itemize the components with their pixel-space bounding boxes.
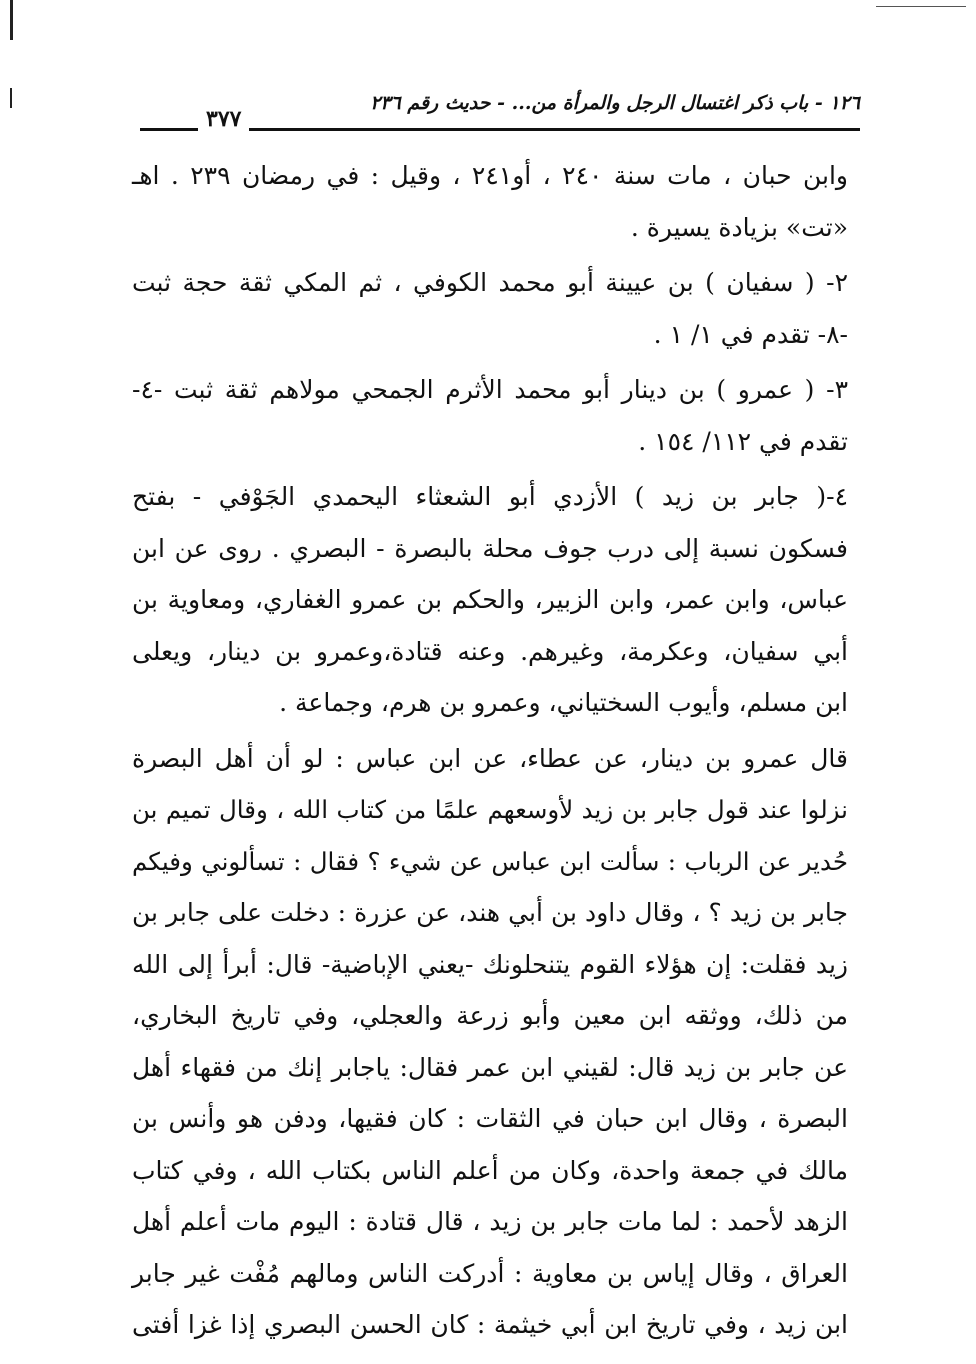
text-line: الزهد لأحمد : لما مات جابر بن زيد ، قال قتادة : اليوم مات أعلم أهل	[132, 1207, 848, 1236]
paragraph-jabir-commentary	[132, 733, 848, 1351]
header-title: ١٢٦ - باب ذكر اغتسال الرجل والمرأة من... - حديث رقم ٢٣٦	[370, 92, 860, 114]
text-line: -٨- تقدم في ١/ ١ .	[653, 319, 848, 349]
text-line: عباس، وابن عمر، وابن الزبير، والحكم بن عمرو الغفاري، ومعاوية بن	[132, 585, 848, 614]
scan-edge-mark	[10, 88, 12, 108]
text-line: عن جابر بن زيد قال: لقيني ابن عمر فقال: ياجابر إنك من فقهاء أهل	[132, 1052, 848, 1082]
paragraph-narrator-amr	[132, 364, 848, 467]
text-line: ابن زيد ، وفي تاريخ ابن أبي خيثمة : كان الحسن البصري إذا غزا أفتى	[132, 1310, 848, 1339]
paragraph-narrator-sufyan	[132, 257, 848, 360]
text-line: ٢- ( سفيان ) بن عيينة أبو محمد الكوفي ، ثم المكي ثقة حجة ثبت	[132, 268, 848, 297]
text-line: تقدم في ١١٢/ ١٥٤ .	[638, 426, 848, 456]
text-line: حُدير عن الرباب : سألت ابن عباس عن شيء ؟ فقال : تسألوني وفيكم	[132, 846, 848, 876]
text-line: من ذلك، ووثقه ابن معين وأبو زرعة والعجلي، وفي تاريخ البخاري،	[132, 1001, 848, 1030]
text-line: فسكون نسبة إلى درب جوف محلة بالبصرة - البصري . روى عن ابن	[132, 533, 848, 563]
text-line: وابن حبان ، مات سنة ٢٤٠ ، أو٢٤١ ، وقيل : في رمضان ٢٣٩ . اهـ	[132, 161, 848, 190]
paragraph-continuation	[132, 150, 848, 253]
text-line: أبي سفيان، وعكرمة، وغيرهم. وعنه قتادة،وعمرو بن دينار، ويعلى	[132, 636, 848, 666]
text-line: ابن مسلم، وأيوب السختياني، وعمرو بن هرم، وجماعة .	[279, 688, 848, 717]
text-line: زيد فقلت: إن هؤلاء القوم يتنحلونك -يعني الإباضية- قال: أبرأ إلى الله	[132, 949, 848, 979]
text-line: البصرة ، وقال ابن حبان في الثقات : كان فقيها، ودفن هو وأنس بن	[132, 1104, 848, 1133]
text-line: ٤-( جابر بن زيد ) الأزدي أبو الشعثاء اليحمدي الجَوْفي - بفتح	[132, 482, 848, 511]
text-line: «تت» بزيادة يسيرة .	[630, 212, 848, 242]
page-number: ٣٧٧	[198, 106, 249, 132]
running-header	[140, 88, 860, 138]
text-line: ٣- ( عمرو ) بن دينار أبو محمد الأثرم الجمحي مولاهم ثقة ثبت -٤-	[132, 375, 848, 404]
text-line: العراق ، وقال إياس بن معاوية : أدركت الناس ومالهم مُفْت غير جابر	[132, 1258, 848, 1288]
text-line: نزلوا عند قول جابر بن زيد لأوسعهم علمًا من كتاب الله ، وقال تميم بن	[132, 795, 848, 824]
scan-edge-mark	[876, 6, 966, 7]
text-line: مالك في جمعة واحدة، وكان من أعلم الناس بكتاب الله ، وفي كتاب	[132, 1155, 848, 1185]
text-line: قال عمرو بن دينار، عن عطاء، عن ابن عباس : لو أن أهل البصرة	[132, 743, 848, 773]
scan-edge-mark	[10, 0, 13, 40]
paragraph-narrator-jabir	[132, 471, 848, 729]
text-body	[132, 150, 848, 1351]
text-line: جابر بن زيد ؟ ، وقال داود بن أبي هند، عن عزرة : دخلت على جابر بن	[132, 898, 848, 927]
